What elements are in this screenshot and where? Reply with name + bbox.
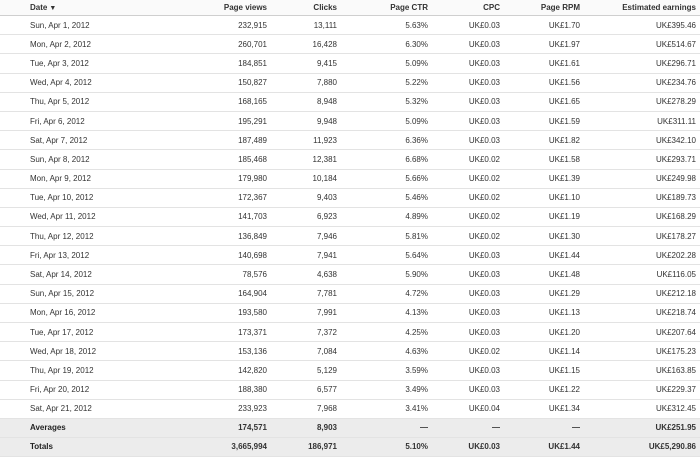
table-row — [0, 188, 700, 207]
row-estimated-earnings: UK£202.28 — [584, 246, 700, 265]
row-cpc: UK£0.02 — [432, 227, 504, 246]
totals-cpc: UK£0.03 — [432, 437, 504, 456]
sort-descending-icon: ▼ — [49, 5, 57, 12]
row-page-ctr: 5.63% — [341, 16, 432, 35]
totals-label: Totals — [0, 437, 165, 456]
row-clicks: 7,372 — [271, 323, 341, 342]
row-page-rpm: UK£1.44 — [504, 246, 584, 265]
row-clicks: 13,111 — [271, 16, 341, 35]
row-date: Sun, Apr 8, 2012 — [0, 150, 165, 169]
row-page-ctr: 4.89% — [341, 207, 432, 226]
row-cpc: UK£0.02 — [432, 207, 504, 226]
row-date: Fri, Apr 13, 2012 — [0, 246, 165, 265]
row-cpc: UK£0.02 — [432, 188, 504, 207]
row-page-rpm: UK£1.29 — [504, 284, 584, 303]
table-row — [0, 54, 700, 73]
row-cpc: UK£0.03 — [432, 380, 504, 399]
row-page-rpm: UK£1.39 — [504, 169, 584, 188]
column-header-page-ctr[interactable]: Page CTR — [341, 0, 432, 16]
row-date: Mon, Apr 2, 2012 — [0, 35, 165, 54]
row-estimated-earnings: UK£178.27 — [584, 227, 700, 246]
averages-page-views: 174,571 — [165, 418, 271, 437]
header-row — [0, 0, 700, 16]
row-page-rpm: UK£1.20 — [504, 323, 584, 342]
row-date: Wed, Apr 4, 2012 — [0, 73, 165, 92]
column-header-date-label: Date — [30, 3, 48, 12]
row-estimated-earnings: UK£249.98 — [584, 169, 700, 188]
table-row — [0, 150, 700, 169]
row-page-views: 173,371 — [165, 323, 271, 342]
row-page-rpm: UK£1.65 — [504, 92, 584, 111]
row-page-ctr: 4.25% — [341, 323, 432, 342]
row-estimated-earnings: UK£514.67 — [584, 35, 700, 54]
row-date: Sun, Apr 15, 2012 — [0, 284, 165, 303]
averages-estimated-earnings: UK£251.95 — [584, 418, 700, 437]
row-date: Fri, Apr 20, 2012 — [0, 380, 165, 399]
table-row — [0, 111, 700, 130]
table-row — [0, 265, 700, 284]
row-date: Sat, Apr 7, 2012 — [0, 131, 165, 150]
averages-clicks: 8,903 — [271, 418, 341, 437]
row-page-views: 78,576 — [165, 265, 271, 284]
column-header-page-views[interactable]: Page views — [165, 0, 271, 16]
table-row — [0, 399, 700, 418]
table-row — [0, 284, 700, 303]
averages-page-rpm: — — [504, 418, 584, 437]
row-estimated-earnings: UK£168.29 — [584, 207, 700, 226]
row-page-views: 164,904 — [165, 284, 271, 303]
table-row — [0, 92, 700, 111]
row-date: Wed, Apr 18, 2012 — [0, 342, 165, 361]
row-date: Thu, Apr 12, 2012 — [0, 227, 165, 246]
totals-clicks: 186,971 — [271, 437, 341, 456]
row-page-rpm: UK£1.97 — [504, 35, 584, 54]
row-page-views: 260,701 — [165, 35, 271, 54]
row-clicks: 7,991 — [271, 303, 341, 322]
row-page-rpm: UK£1.34 — [504, 399, 584, 418]
row-page-rpm: UK£1.10 — [504, 188, 584, 207]
row-page-rpm: UK£1.22 — [504, 380, 584, 399]
row-cpc: UK£0.02 — [432, 150, 504, 169]
row-cpc: UK£0.03 — [432, 111, 504, 130]
row-clicks: 7,941 — [271, 246, 341, 265]
table-row — [0, 361, 700, 380]
row-cpc: UK£0.02 — [432, 169, 504, 188]
row-page-rpm: UK£1.30 — [504, 227, 584, 246]
row-cpc: UK£0.03 — [432, 246, 504, 265]
row-page-ctr: 4.72% — [341, 284, 432, 303]
row-clicks: 8,948 — [271, 92, 341, 111]
totals-page-ctr: 5.10% — [341, 437, 432, 456]
row-estimated-earnings: UK£311.11 — [584, 111, 700, 130]
row-page-views: 187,489 — [165, 131, 271, 150]
row-page-views: 188,380 — [165, 380, 271, 399]
row-cpc: UK£0.04 — [432, 399, 504, 418]
table-row — [0, 35, 700, 54]
row-page-ctr: 5.90% — [341, 265, 432, 284]
row-cpc: UK£0.03 — [432, 92, 504, 111]
averages-cpc: — — [432, 418, 504, 437]
row-page-rpm: UK£1.14 — [504, 342, 584, 361]
row-clicks: 7,084 — [271, 342, 341, 361]
averages-row — [0, 418, 700, 437]
row-cpc: UK£0.03 — [432, 303, 504, 322]
row-page-views: 140,698 — [165, 246, 271, 265]
row-cpc: UK£0.03 — [432, 265, 504, 284]
averages-label: Averages — [0, 418, 165, 437]
row-page-ctr: 5.22% — [341, 73, 432, 92]
row-page-ctr: 3.49% — [341, 380, 432, 399]
row-estimated-earnings: UK£293.71 — [584, 150, 700, 169]
row-page-views: 172,367 — [165, 188, 271, 207]
row-date: Mon, Apr 9, 2012 — [0, 169, 165, 188]
row-estimated-earnings: UK£207.64 — [584, 323, 700, 342]
row-estimated-earnings: UK£296.71 — [584, 54, 700, 73]
row-estimated-earnings: UK£395.46 — [584, 16, 700, 35]
row-cpc: UK£0.03 — [432, 54, 504, 73]
row-page-rpm: UK£1.15 — [504, 361, 584, 380]
row-clicks: 7,781 — [271, 284, 341, 303]
row-estimated-earnings: UK£175.23 — [584, 342, 700, 361]
totals-estimated-earnings: UK£5,290.86 — [584, 437, 700, 456]
row-cpc: UK£0.03 — [432, 323, 504, 342]
row-page-views: 142,820 — [165, 361, 271, 380]
row-estimated-earnings: UK£234.76 — [584, 73, 700, 92]
row-cpc: UK£0.03 — [432, 284, 504, 303]
row-page-rpm: UK£1.56 — [504, 73, 584, 92]
averages-page-ctr: — — [341, 418, 432, 437]
row-clicks: 9,403 — [271, 188, 341, 207]
row-page-views: 195,291 — [165, 111, 271, 130]
row-clicks: 11,923 — [271, 131, 341, 150]
row-clicks: 9,415 — [271, 54, 341, 73]
row-estimated-earnings: UK£116.05 — [584, 265, 700, 284]
table-row — [0, 207, 700, 226]
row-page-ctr: 4.63% — [341, 342, 432, 361]
row-estimated-earnings: UK£229.37 — [584, 380, 700, 399]
row-clicks: 9,948 — [271, 111, 341, 130]
row-estimated-earnings: UK£212.18 — [584, 284, 700, 303]
row-estimated-earnings: UK£189.73 — [584, 188, 700, 207]
row-cpc: UK£0.03 — [432, 73, 504, 92]
row-page-views: 136,849 — [165, 227, 271, 246]
row-clicks: 12,381 — [271, 150, 341, 169]
table-row — [0, 380, 700, 399]
row-page-views: 168,165 — [165, 92, 271, 111]
row-clicks: 5,129 — [271, 361, 341, 380]
row-page-ctr: 6.36% — [341, 131, 432, 150]
row-clicks: 4,638 — [271, 265, 341, 284]
table-row — [0, 246, 700, 265]
row-page-views: 150,827 — [165, 73, 271, 92]
column-header-cpc[interactable]: CPC — [432, 0, 504, 16]
row-date: Fri, Apr 6, 2012 — [0, 111, 165, 130]
column-header-date[interactable] — [0, 0, 165, 16]
row-date: Wed, Apr 11, 2012 — [0, 207, 165, 226]
row-page-views: 185,468 — [165, 150, 271, 169]
row-page-rpm: UK£1.48 — [504, 265, 584, 284]
row-page-views: 193,580 — [165, 303, 271, 322]
row-page-ctr: 3.59% — [341, 361, 432, 380]
row-page-views: 233,923 — [165, 399, 271, 418]
row-page-rpm: UK£1.59 — [504, 111, 584, 130]
row-page-rpm: UK£1.70 — [504, 16, 584, 35]
table-row — [0, 303, 700, 322]
row-page-views: 153,136 — [165, 342, 271, 361]
row-page-ctr: 6.30% — [341, 35, 432, 54]
row-date: Thu, Apr 19, 2012 — [0, 361, 165, 380]
row-page-views: 232,915 — [165, 16, 271, 35]
totals-row — [0, 437, 700, 456]
row-page-rpm: UK£1.13 — [504, 303, 584, 322]
table-row — [0, 131, 700, 150]
row-cpc: UK£0.03 — [432, 361, 504, 380]
row-page-views: 141,703 — [165, 207, 271, 226]
row-date: Thu, Apr 5, 2012 — [0, 92, 165, 111]
table-row — [0, 227, 700, 246]
row-clicks: 7,946 — [271, 227, 341, 246]
table-row — [0, 169, 700, 188]
column-header-page-rpm[interactable]: Page RPM — [504, 0, 584, 16]
row-date: Tue, Apr 3, 2012 — [0, 54, 165, 73]
row-page-ctr: 5.81% — [341, 227, 432, 246]
row-page-ctr: 5.66% — [341, 169, 432, 188]
row-date: Sat, Apr 14, 2012 — [0, 265, 165, 284]
row-date: Tue, Apr 17, 2012 — [0, 323, 165, 342]
row-estimated-earnings: UK£163.85 — [584, 361, 700, 380]
table-row — [0, 16, 700, 35]
row-date: Sat, Apr 21, 2012 — [0, 399, 165, 418]
row-cpc: UK£0.03 — [432, 131, 504, 150]
row-page-rpm: UK£1.58 — [504, 150, 584, 169]
totals-page-rpm: UK£1.44 — [504, 437, 584, 456]
row-clicks: 7,880 — [271, 73, 341, 92]
totals-page-views: 3,665,994 — [165, 437, 271, 456]
row-page-rpm: UK£1.19 — [504, 207, 584, 226]
row-clicks: 6,577 — [271, 380, 341, 399]
row-clicks: 16,428 — [271, 35, 341, 54]
row-page-ctr: 4.13% — [341, 303, 432, 322]
row-estimated-earnings: UK£312.45 — [584, 399, 700, 418]
table-row — [0, 342, 700, 361]
row-page-ctr: 6.68% — [341, 150, 432, 169]
row-clicks: 7,968 — [271, 399, 341, 418]
row-page-ctr: 5.64% — [341, 246, 432, 265]
row-estimated-earnings: UK£278.29 — [584, 92, 700, 111]
column-header-clicks[interactable]: Clicks — [271, 0, 341, 16]
row-page-rpm: UK£1.61 — [504, 54, 584, 73]
column-header-estimated-earnings[interactable]: Estimated earnings — [584, 0, 700, 16]
row-page-ctr: 5.09% — [341, 54, 432, 73]
row-page-views: 184,851 — [165, 54, 271, 73]
table-row — [0, 73, 700, 92]
row-cpc: UK£0.02 — [432, 342, 504, 361]
table-row — [0, 323, 700, 342]
row-page-ctr: 5.09% — [341, 111, 432, 130]
row-page-rpm: UK£1.82 — [504, 131, 584, 150]
row-date: Tue, Apr 10, 2012 — [0, 188, 165, 207]
row-page-ctr: 5.32% — [341, 92, 432, 111]
row-page-views: 179,980 — [165, 169, 271, 188]
row-estimated-earnings: UK£218.74 — [584, 303, 700, 322]
row-page-ctr: 5.46% — [341, 188, 432, 207]
row-clicks: 6,923 — [271, 207, 341, 226]
row-estimated-earnings: UK£342.10 — [584, 131, 700, 150]
row-date: Sun, Apr 1, 2012 — [0, 16, 165, 35]
row-date: Mon, Apr 16, 2012 — [0, 303, 165, 322]
row-cpc: UK£0.03 — [432, 16, 504, 35]
row-clicks: 10,184 — [271, 169, 341, 188]
row-page-ctr: 3.41% — [341, 399, 432, 418]
row-cpc: UK£0.03 — [432, 35, 504, 54]
